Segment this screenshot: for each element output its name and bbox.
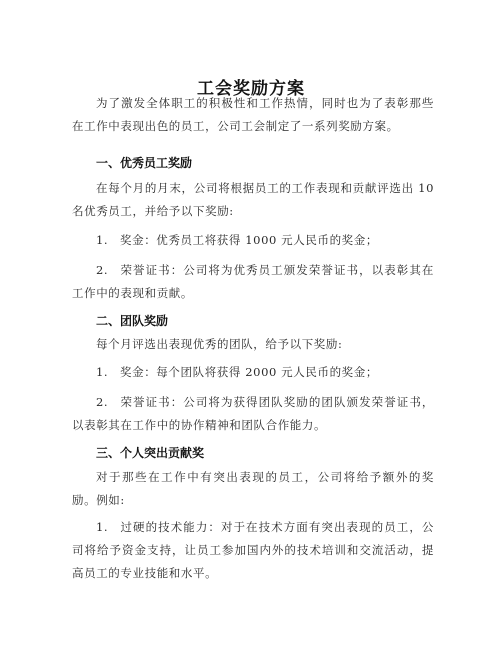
section-heading-team: 二、团队奖励 <box>96 314 169 328</box>
list-item <box>72 391 434 437</box>
list-item-number: 1. <box>96 233 109 247</box>
section-lead: 在每个月的月末，公司将根据员工的工作表现和贡献评选出 10 名优秀员工，并给予以下奖励: <box>72 181 434 218</box>
section-lead: 每个月评选出表现优秀的团队，给予以下奖励: <box>96 337 343 351</box>
list-item-text: 奖金：优秀员工将获得 1000 元人民币的奖金； <box>120 233 378 247</box>
list-item-text: 荣誉证书：公司将为优秀员工颁发荣誉证书，以表彰其在工作中的表现和贡献。 <box>72 263 434 300</box>
section-heading-individual-contribution: 三、个人突出贡献奖 <box>96 446 205 460</box>
list-item-text: 过硬的技术能力：对于在技术方面有突出表现的员工，公司将给予资金支持，让员工参加国内外的技术培训和交流活动，提高员工的专业技能和水平。 <box>72 520 434 580</box>
list-item-number: 2. <box>96 395 109 409</box>
list-item <box>72 361 434 384</box>
list-item-number: 1. <box>96 365 109 379</box>
list-item <box>72 259 434 305</box>
list-item <box>72 516 434 585</box>
list-item-text: 奖金：每个团队将获得 2000 元人民币的奖金； <box>120 365 378 379</box>
list-item-number: 1. <box>96 520 109 534</box>
document-title: 工会奖励方案 <box>197 79 305 99</box>
list-item <box>72 229 434 252</box>
list-item-number: 2. <box>96 263 109 277</box>
list-item-text: 荣誉证书：公司将为获得团队奖励的团队颁发荣誉证书，以表彰其在工作中的协作精神和团队合作能力。 <box>72 395 434 432</box>
section-lead: 对于那些在工作中有突出表现的员工，公司将给予额外的奖励。例如: <box>72 470 434 507</box>
section-heading-outstanding-employee: 一、优秀员工奖励 <box>96 156 193 170</box>
intro-paragraph: 为了激发全体职工的积极性和工作热情，同时也为了表彰那些在工作中表现出色的员工，公司工会制定了一系列奖励方案。 <box>72 96 434 133</box>
